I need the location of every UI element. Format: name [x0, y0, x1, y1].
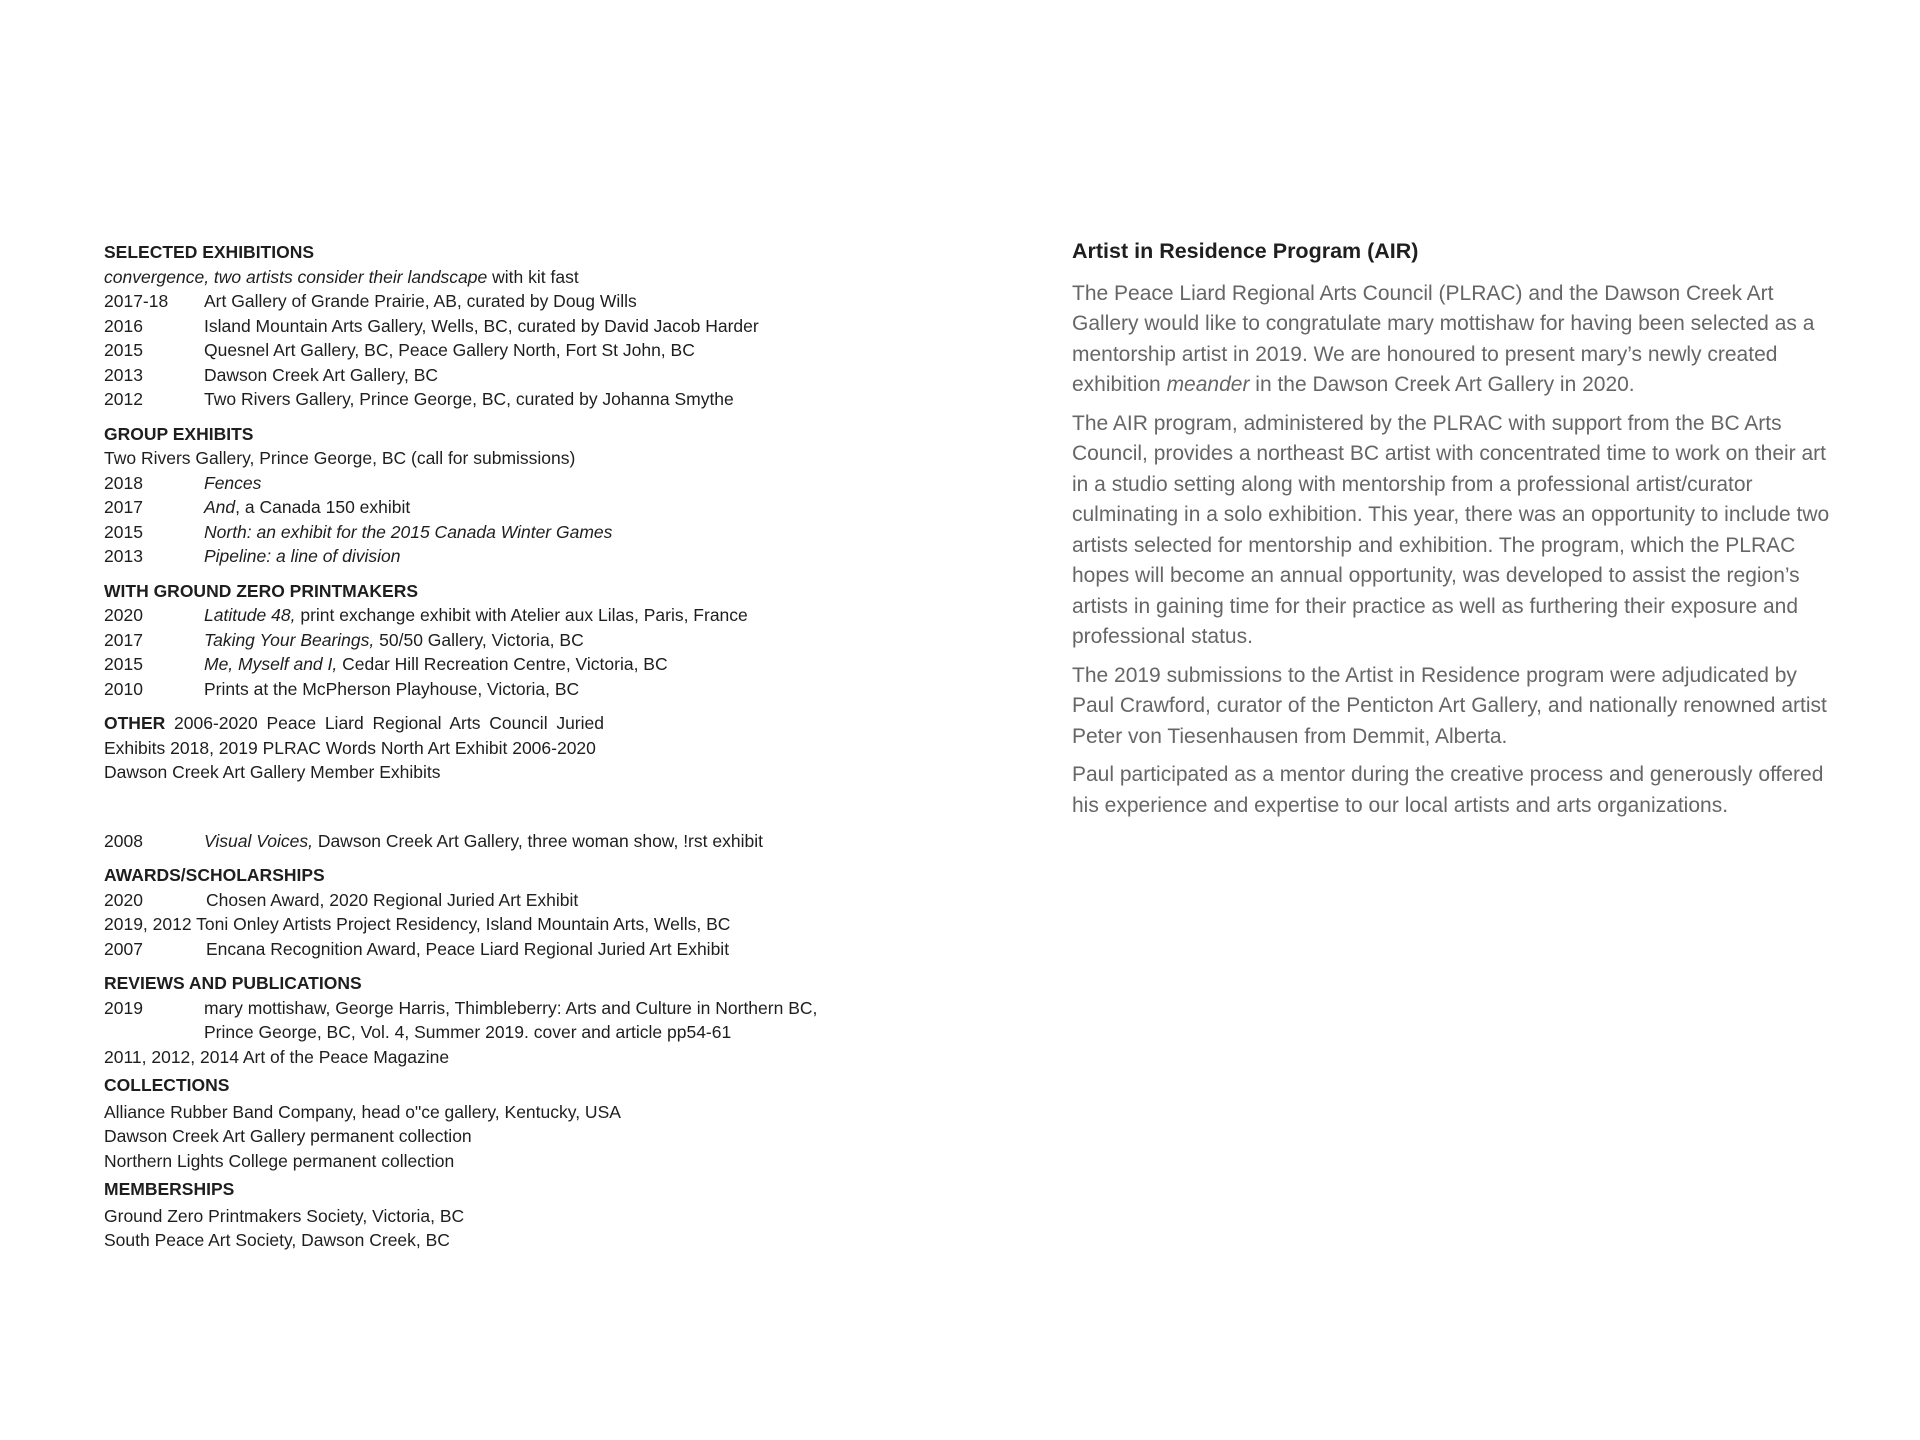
ground-zero-section: [104, 579, 864, 702]
year: 2012: [104, 389, 143, 409]
air-paragraph-1: [1072, 279, 1842, 401]
entry-text: [204, 996, 864, 1045]
entry-title: Latitude 48,: [204, 605, 296, 625]
list-item: [104, 363, 864, 388]
year: 2010: [104, 678, 143, 699]
entry-detail: 50/50 Gallery, Victoria, BC: [374, 629, 584, 650]
memberships-heading: MEMBERSHIPS: [104, 1179, 235, 1199]
entry-text: [204, 495, 864, 520]
list-item: [104, 603, 864, 628]
list-item: [104, 937, 864, 962]
list-item: [104, 544, 864, 569]
entry-text: [204, 544, 864, 569]
list-item: [104, 996, 864, 1045]
other-line-2: Exhibits 2018, 2019 PLRAC Words North Art Exhibit 2006-2020: [104, 737, 596, 758]
year: 2016: [104, 315, 143, 336]
entry-detail: Cedar Hill Recreation Centre, Victoria, BC: [337, 654, 668, 674]
entry-text: Island Mountain Arts Gallery, Wells, BC, curated by David Jacob Harder: [204, 315, 759, 336]
year: 2015: [104, 521, 143, 542]
year: 2008: [104, 830, 143, 851]
year: 2019: [104, 997, 143, 1018]
other-section: [104, 711, 604, 785]
exhibition-title: meander: [1166, 373, 1250, 396]
list-item: Ground Zero Printmakers Society, Victoria, BC: [104, 1205, 465, 1226]
air-paragraph-2: The AIR program, administered by the PLRAC with support from the BC Arts Council, provides a northeast BC artist with concentrated time to work on their art in a studio setting along with mentorship from a professional artist/curator culminating in a solo exhibition. This year, there was an opportunity to include two artists selected for mentorship and exhibition. The program, which the PLRAC hopes will become an annual opportunity, was developed to assist the region’s artists in gaining time for their practice as well as furthering their exposure and professional status.: [1072, 411, 1830, 648]
list-item: [104, 628, 864, 653]
entry-detail: , a Canada 150 exhibit: [235, 497, 411, 517]
year: 2015: [104, 340, 143, 360]
entry-text: [204, 471, 864, 496]
entry-detail: print exchange exhibit with Atelier aux Lilas, Paris, France: [295, 605, 748, 625]
list-item: [104, 338, 864, 363]
group-exhibits-heading: GROUP EXHIBITS: [104, 423, 254, 444]
review-line-2: Prince George, BC, Vol. 4, Summer 2019. cover and article pp54-61: [204, 1022, 732, 1042]
entry-text: Art Gallery of Grande Prairie, AB, curated by Doug Wills: [204, 291, 637, 311]
subtitle-rest: with kit fast: [487, 266, 579, 287]
other-label: OTHER: [104, 713, 166, 733]
list-item: [104, 314, 864, 339]
awards-heading: AWARDS/SCHOLARSHIPS: [104, 865, 325, 885]
list-item: [104, 495, 864, 520]
year: 2017: [104, 629, 143, 650]
list-item: [104, 829, 864, 854]
collections-heading: COLLECTIONS: [104, 1075, 230, 1095]
group-exhibits-subtitle: Two Rivers Gallery, Prince George, BC (call for submissions): [104, 448, 576, 468]
para1-text-a: The Peace Liard Regional Arts Council (PLRAC) and the Dawson Creek Art Gallery would like to congratulate mary mottishaw for having been selected as a mentorship artist in 2019. We are honoured to present mary’s newly created exhibition: [1072, 281, 1815, 396]
reviews-section: [104, 971, 864, 1069]
list-item: Alliance Rubber Band Company, head o"ce gallery, Kentucky, USA: [104, 1101, 621, 1122]
list-item: [104, 677, 864, 702]
entry-title: North: an exhibit for the 2015 Canada Winter Games: [204, 521, 613, 542]
year: 2018: [104, 472, 143, 493]
memberships-section: [104, 1177, 864, 1253]
group-exhibits-section: [104, 422, 864, 569]
list-item: [104, 289, 864, 314]
entry-title: And: [204, 497, 236, 517]
air-column: [1072, 236, 1842, 829]
selected-exhibitions-subtitle: [104, 265, 864, 290]
entry-text: Chosen Award, 2020 Regional Juried Art Exhibit: [206, 889, 579, 910]
year: 2015: [104, 654, 143, 674]
selected-exhibitions-heading: SELECTED EXHIBITIONS: [104, 242, 315, 262]
ground-zero-heading: WITH GROUND ZERO PRINTMAKERS: [104, 580, 419, 601]
list-item: [104, 387, 864, 412]
entry-detail: Prints at the McPherson Playhouse, Victoria, BC: [204, 678, 580, 699]
selected-exhibitions-section: [104, 240, 864, 412]
entry-text: [204, 603, 864, 628]
entry-title: Taking Your Bearings,: [204, 629, 375, 650]
other-line-1: [104, 711, 604, 736]
list-item: Dawson Creek Art Gallery permanent collection: [104, 1126, 472, 1146]
air-title: Artist in Residence Program (AIR): [1072, 239, 1419, 263]
other-line-3: Dawson Creek Art Gallery Member Exhibits: [104, 762, 441, 782]
list-item: [104, 888, 864, 913]
entry-text: [204, 628, 864, 653]
subtitle-italic: convergence, two artists consider their landscape: [104, 266, 488, 287]
year: 2013: [104, 364, 143, 385]
entry-text: [204, 520, 864, 545]
year: 2017: [104, 497, 143, 517]
list-item: [104, 520, 864, 545]
entry-title: Visual Voices,: [204, 830, 313, 851]
air-paragraph-4: Paul participated as a mentor during the creative process and generously offered his experience and expertise to our local artists and arts organizations.: [1072, 763, 1824, 817]
entry-text: Encana Recognition Award, Peace Liard Regional Juried Art Exhibit: [206, 938, 730, 959]
list-item: 2019, 2012 Toni Onley Artists Project Residency, Island Mountain Arts, Wells, BC: [104, 914, 731, 934]
air-paragraph-3: The 2019 submissions to the Artist in Residence program were adjudicated by Paul Crawford, curator of the Penticton Art Gallery, and nationally renowned artist Peter von Tiesenhausen from Demmit, Alberta.: [1072, 663, 1827, 748]
entry-text: [204, 677, 864, 702]
cv-column: [104, 240, 864, 1263]
year: 2020: [104, 889, 143, 910]
entry-text: Dawson Creek Art Gallery, BC: [204, 364, 439, 385]
entry-title: Pipeline: a line of division: [204, 546, 401, 566]
year: 2013: [104, 546, 143, 566]
collections-section: [104, 1073, 864, 1173]
list-item: 2011, 2012, 2014 Art of the Peace Magazine: [104, 1046, 450, 1067]
entry-text: [204, 829, 864, 854]
list-item: South Peace Art Society, Dawson Creek, BC: [104, 1230, 450, 1250]
entry-text: [204, 652, 864, 677]
entry-detail: Dawson Creek Art Gallery, three woman show, !rst exhibit: [312, 830, 763, 851]
entry-text: Two Rivers Gallery, Prince George, BC, curated by Johanna Smythe: [204, 389, 734, 409]
year: 2020: [104, 605, 143, 625]
awards-section: [104, 863, 864, 961]
entry-text: Quesnel Art Gallery, BC, Peace Gallery North, Fort St John, BC: [204, 340, 695, 360]
year: 2007: [104, 938, 143, 959]
review-line-1: mary mottishaw, George Harris, Thimbleberry: Arts and Culture in Northern BC,: [204, 997, 818, 1018]
other-text-1: 2006-2020 Peace Liard Regional Arts Council Juried: [174, 713, 604, 733]
entry-title: Me, Myself and I,: [204, 654, 338, 674]
list-item: [104, 471, 864, 496]
list-item: Northern Lights College permanent collection: [104, 1150, 455, 1171]
entry-title: Fences: [204, 472, 262, 493]
list-item: [104, 652, 864, 677]
reviews-heading: REVIEWS AND PUBLICATIONS: [104, 973, 362, 993]
year: 2017-18: [104, 291, 169, 311]
para1-text-b: in the Dawson Creek Art Gallery in 2020.: [1249, 373, 1635, 396]
